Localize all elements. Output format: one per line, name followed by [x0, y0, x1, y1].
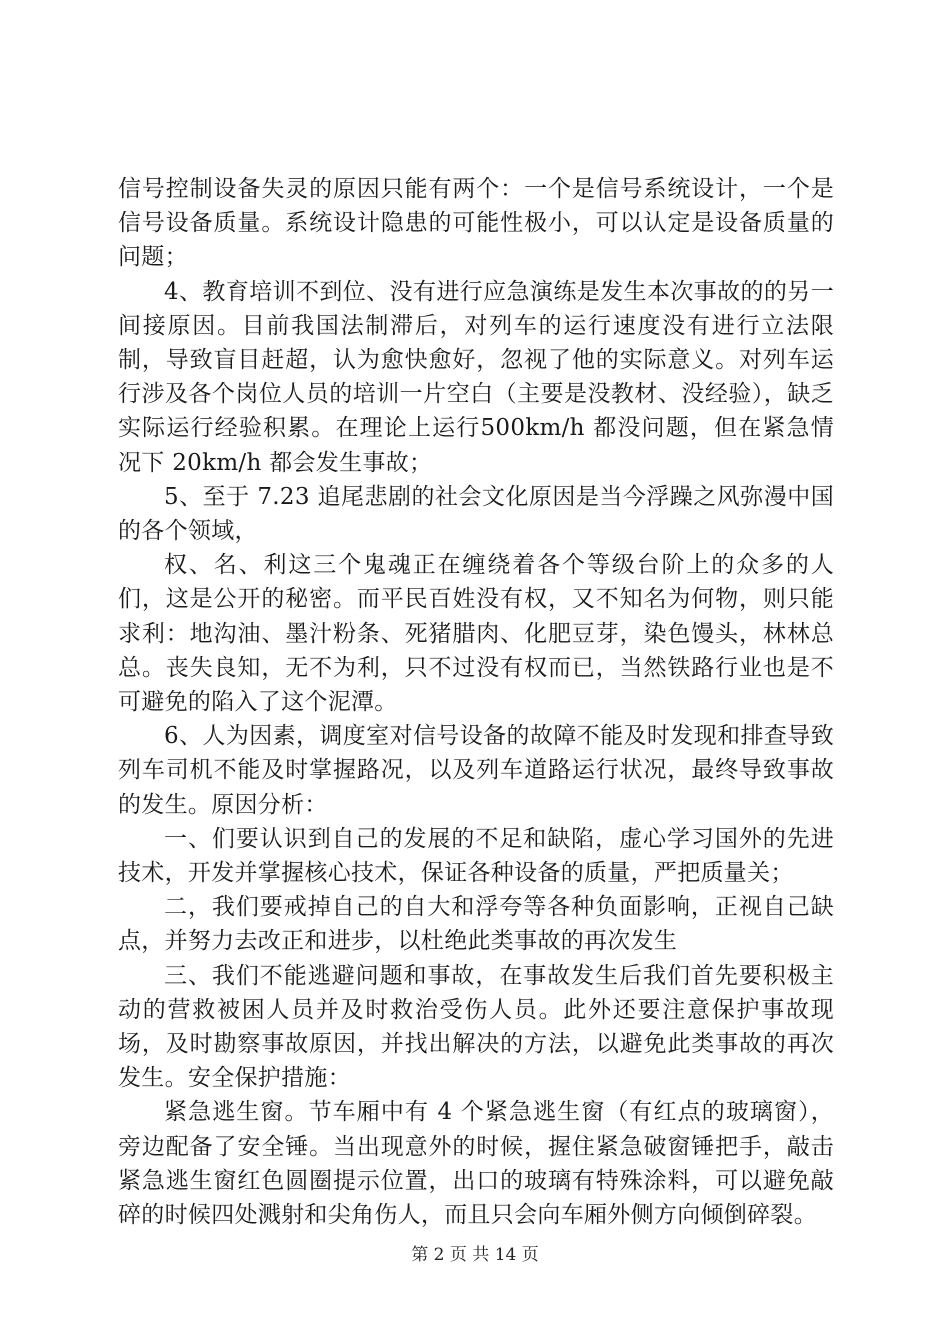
- paragraph-7: 二，我们要戒掉自己的自大和浮夸等各种负面影响，正视自己缺点，并努力去改正和进步，以杜绝此类事故的再次发生: [118, 894, 834, 955]
- paragraph-8: 三、我们不能逃避问题和事故，在事故发生后我们首先要积极主动的营救被困人员并及时救治受伤人员。此外还要注意保护事故现场，及时勘察事故原因，并找出解决的方法，以避免此类事故的再次发生。安全保护措施：: [118, 962, 834, 1092]
- paragraph-2: 4、教育培训不到位、没有进行应急演练是发生本次事故的的另一间接原因。目前我国法制滞后，对列车的运行速度没有进行立法限制，导致盲目赶超，认为愈快愈好，忽视了他的实际意义。对列车运行涉及各个岗位人员的培训一片空白（主要是没教材、没经验），缺乏实际运行经验积累。在理论上运行500km/h 都没问题，但在紧急情况下 20km/h 都会发生事故；: [118, 278, 834, 476]
- document-body: [118, 172, 834, 1232]
- paragraph-9: 紧急逃生窗。节车厢中有 4 个紧急逃生窗（有红点的玻璃窗），旁边配备了安全锤。当出现意外的时候，握住紧急破窗锤把手，敲击紧急逃生窗红色圆圈提示位置，出口的玻璃有特殊涂料，可以避免敲碎的时候四处溅射和尖角伤人，而且只会向车厢外侧方向倾倒碎裂。: [118, 1099, 834, 1229]
- paragraph-3: 5、至于 7.23 追尾悲剧的社会文化原因是当今浮躁之风弥漫中国的各个领域，: [118, 483, 834, 545]
- paragraph-4: 权、名、利这三个鬼魂正在缠绕着各个等级台阶上的众多的人们，这是公开的秘密。而平民百姓没有权，又不知名为何物，则只能求利：地沟油、墨汁粉条、死猪腊肉、化肥豆芽，染色馒头，林林总总。丧失良知，无不为利，只不过没有权而已，当然铁路行业也是不可避免的陷入了这个泥潭。: [118, 552, 834, 716]
- paragraph-1: 信号控制设备失灵的原因只能有两个：一个是信号系统设计，一个是信号设备质量。系统设计隐患的可能性极小，可以认定是设备质量的问题；: [118, 176, 834, 271]
- page-number-footer: 第 2 页 共 14 页: [411, 1245, 539, 1265]
- paragraph-6: 一、们要认识到自己的发展的不足和缺陷，虚心学习国外的先进技术，开发并掌握核心技术，保证各种设备的质量，严把质量关；: [118, 825, 834, 887]
- paragraph-5: 6、人为因素，调度室对信号设备的故障不能及时发现和排查导致列车司机不能及时掌握路况，以及列车道路运行状况，最终导致事故的发生。原因分析：: [118, 723, 834, 818]
